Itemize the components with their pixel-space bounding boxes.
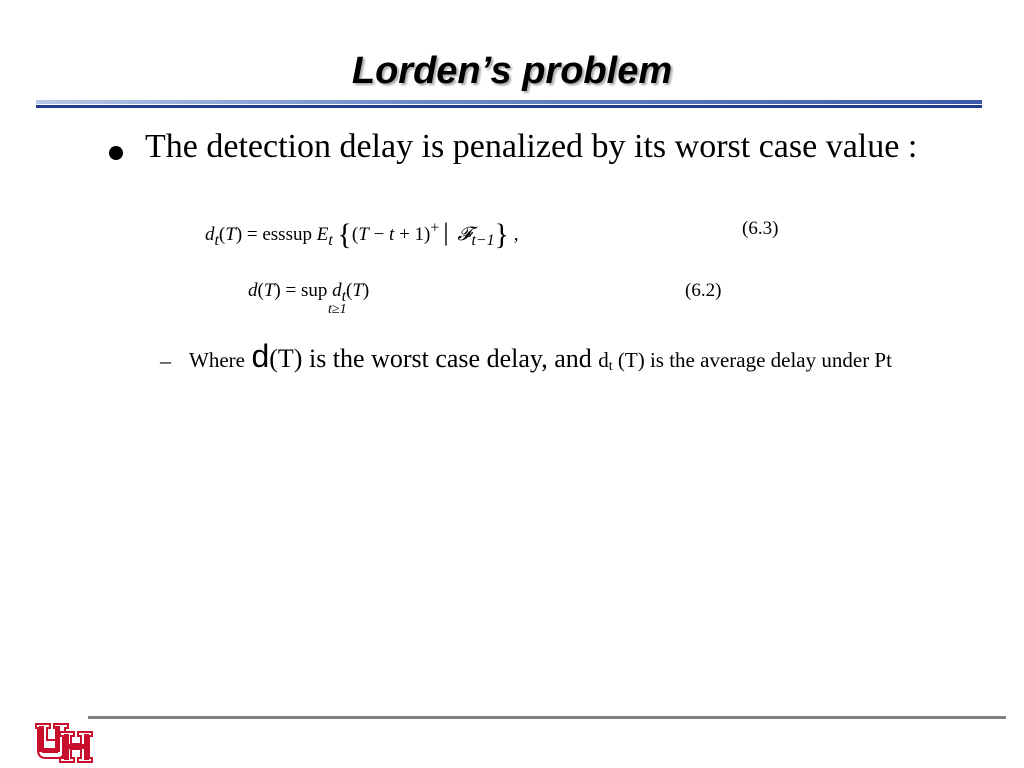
sub-bullet-d-symbol: d <box>251 338 270 374</box>
sub-bullet-part1: (T) is the worst case delay, and <box>269 344 592 373</box>
equation-6-2-formula: d(T) = sup $d_t(T)$ <box>248 280 370 305</box>
university-of-houston-logo-icon <box>34 720 96 764</box>
title-divider <box>36 100 982 110</box>
sub-bullet-part2: (T) is the average delay under P <box>612 348 887 372</box>
sub-bullet-text <box>189 340 929 383</box>
sub-bullet-dash: – <box>160 348 171 373</box>
equation-6-2-subscript: t≥1 <box>328 302 347 317</box>
bullet-dot-icon <box>109 146 123 160</box>
sub-bullet-where: Where <box>189 348 245 372</box>
bullet-text: The detection delay is penalized by its worst case value : <box>145 128 918 165</box>
slide-title: Lorden’s problem <box>351 50 673 92</box>
equation-6-2-number: (6.2) <box>685 280 722 301</box>
sub-bullet-pt-sub: t <box>886 348 892 372</box>
equation-6-3-formula: $d_t(T)$ = esssup $E_t$ {(T − t + 1)+│ 𝓕$_{t-1}$} , <box>205 218 519 251</box>
equation-6-3 <box>205 214 795 250</box>
sub-bullet-dt-sub: t <box>608 359 613 374</box>
footer-divider <box>88 716 1006 719</box>
sub-bullet-dt-d: d <box>598 348 609 372</box>
equation-6-3-number: (6.3) <box>742 218 779 239</box>
equation-6-2 <box>248 276 748 322</box>
title-divider-light-band <box>36 100 982 104</box>
title-divider-dark-band <box>36 105 982 108</box>
